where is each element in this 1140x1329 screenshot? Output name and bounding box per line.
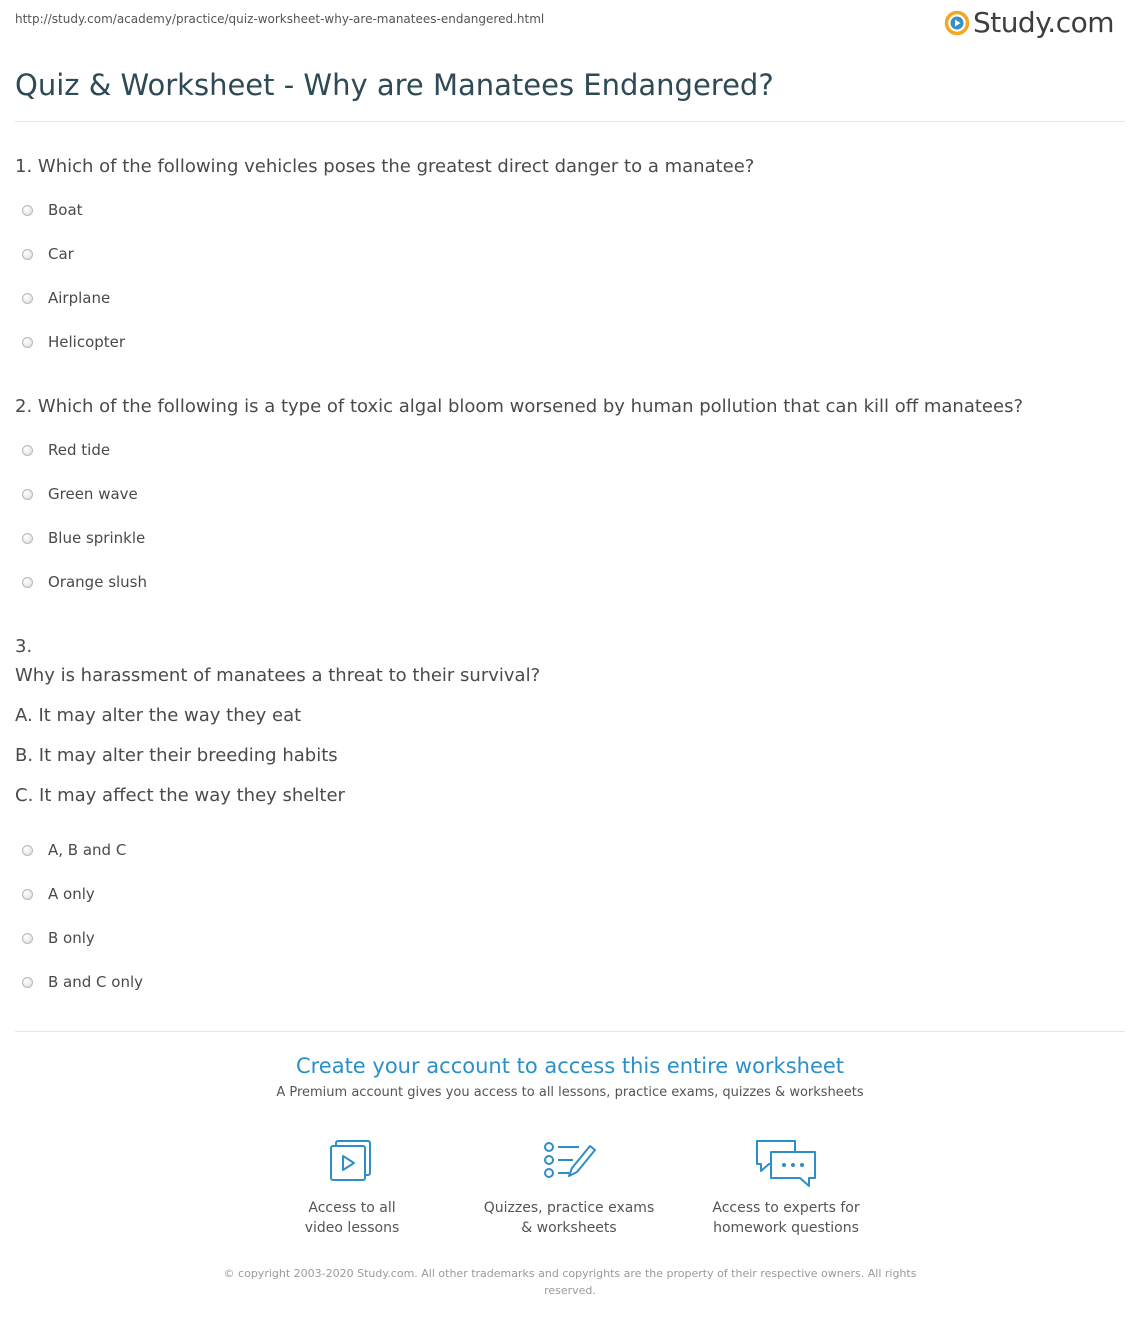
- answer-option[interactable]: Car: [22, 232, 125, 276]
- feature-label: Access to all video lessons: [304, 1200, 400, 1236]
- chat-bubbles-icon: [753, 1138, 819, 1188]
- feature-quizzes: [479, 1138, 659, 1238]
- answer-option[interactable]: B and C only: [22, 960, 143, 1004]
- study-logo[interactable]: [944, 6, 1114, 39]
- create-account-link[interactable]: Create your account to access this entire worksheet: [295, 1054, 845, 1078]
- copyright-notice: © copyright 2003-2020 Study.com. All other trademarks and copyrights are the property of their respective owners. All rights reserved.: [223, 1267, 917, 1297]
- radio-button[interactable]: [22, 293, 33, 304]
- answer-option[interactable]: Blue sprinkle: [22, 516, 147, 560]
- radio-button[interactable]: [22, 889, 33, 900]
- radio-button[interactable]: [22, 445, 33, 456]
- play-logo-icon: [944, 10, 970, 36]
- page-title: Quiz & Worksheet - Why are Manatees Endangered?: [15, 68, 774, 102]
- feature-experts: [696, 1138, 876, 1238]
- question-3-text: Why is harassment of manatees a threat to their survival?: [15, 665, 541, 686]
- answer-option[interactable]: A only: [22, 872, 143, 916]
- question-3-number: 3.: [15, 636, 33, 657]
- promo-divider: [15, 1031, 1125, 1032]
- promo-subtitle: A Premium account gives you access to all lessons, practice exams, quizzes & worksheets: [276, 1085, 864, 1100]
- feature-video-lessons: [262, 1138, 442, 1238]
- question-3-statement-c: C. It may affect the way they shelter: [15, 785, 345, 806]
- question-2-text: 2. Which of the following is a type of toxic algal bloom worsened by human pollution that can kill off manatees?: [15, 396, 1023, 417]
- answer-option[interactable]: Airplane: [22, 276, 125, 320]
- radio-button[interactable]: [22, 977, 33, 988]
- question-2-options: [22, 428, 147, 604]
- title-divider: [15, 121, 1125, 122]
- radio-button[interactable]: [22, 489, 33, 500]
- answer-option[interactable]: Green wave: [22, 472, 147, 516]
- radio-button[interactable]: [22, 533, 33, 544]
- radio-button[interactable]: [22, 205, 33, 216]
- feature-label: Access to experts for homework questions: [712, 1200, 860, 1236]
- radio-button[interactable]: [22, 933, 33, 944]
- answer-option[interactable]: Orange slush: [22, 560, 147, 604]
- answer-option[interactable]: B only: [22, 916, 143, 960]
- answer-option[interactable]: Boat: [22, 188, 125, 232]
- page-url: http://study.com/academy/practice/quiz-worksheet-why-are-manatees-endangered.html: [15, 12, 545, 26]
- answer-option[interactable]: Helicopter: [22, 320, 125, 364]
- question-1-options: [22, 188, 125, 364]
- logo-text: Study.com: [972, 6, 1114, 39]
- quiz-checklist-icon: [539, 1138, 599, 1188]
- radio-button[interactable]: [22, 337, 33, 348]
- question-1-text: 1. Which of the following vehicles poses the greatest direct danger to a manatee?: [15, 156, 755, 177]
- question-3-statement-b: B. It may alter their breeding habits: [15, 745, 338, 766]
- answer-option[interactable]: Red tide: [22, 428, 147, 472]
- video-lessons-icon: [322, 1138, 382, 1188]
- question-3-options: [22, 828, 143, 1004]
- radio-button[interactable]: [22, 577, 33, 588]
- answer-option[interactable]: A, B and C: [22, 828, 143, 872]
- feature-label: Quizzes, practice exams & worksheets: [483, 1200, 655, 1236]
- radio-button[interactable]: [22, 845, 33, 856]
- question-3-statement-a: A. It may alter the way they eat: [15, 705, 302, 726]
- radio-button[interactable]: [22, 249, 33, 260]
